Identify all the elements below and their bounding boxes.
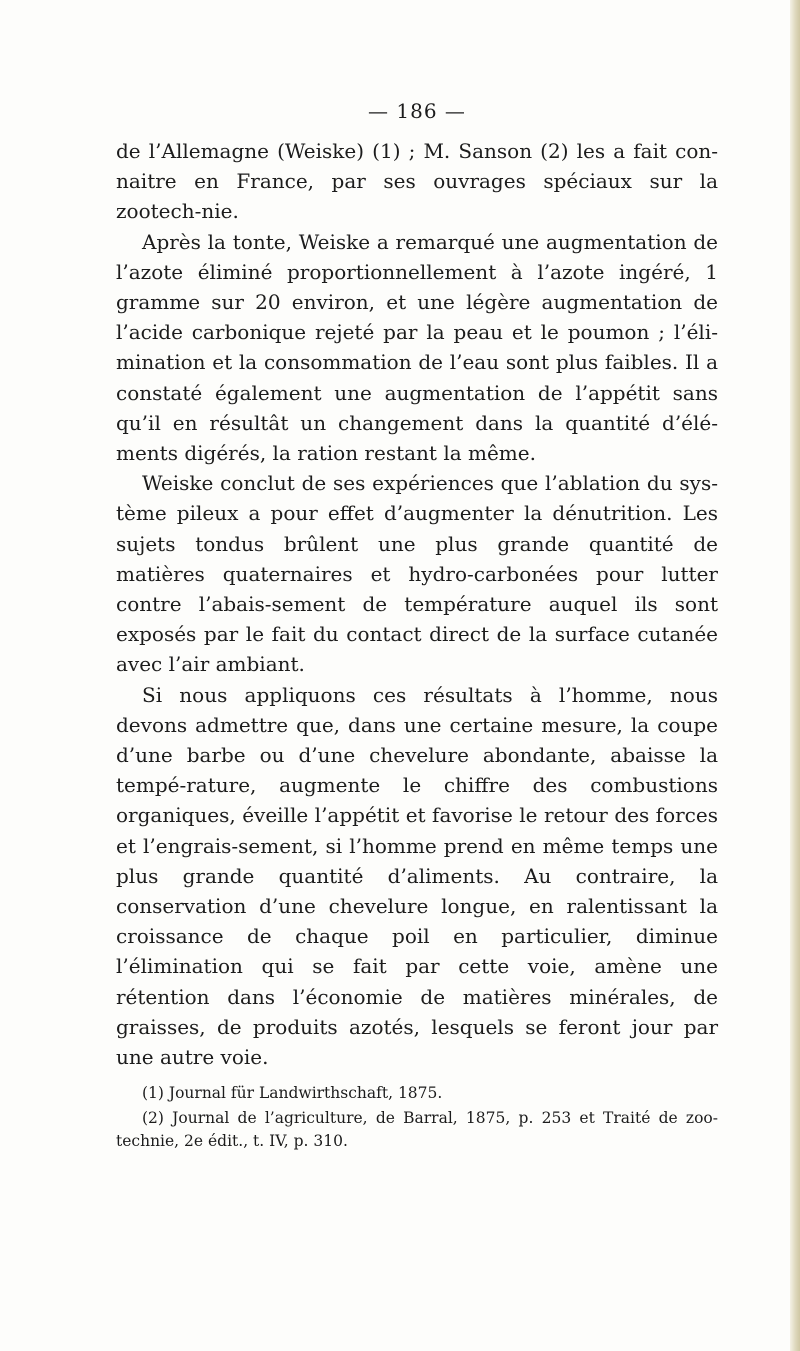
footnote-2: (2) Journal de l’agriculture, de Barral, 1875, p. 253 et Traité de zoo-technie, 2e édit., t. IV, p. 310.	[116, 1109, 718, 1151]
footnote-1: (1) Journal für Landwirthschaft, 1875.	[142, 1084, 443, 1103]
paragraph-4: Si nous appliquons ces résultats à l’homme, nous devons admettre que, dans une certaine mesure, la coupe d’une barbe ou d’une chevelure abondante, abaisse la tempé-rature, augmente le chiffre des combustions organiques, éveille l’appétit et favorise le retour des forces et l’engrais-sement, si l’homme prend en même temps une plus grande quantité d’aliments. Au contraire, la conservation d’une chevelure longue, en ralentissant la croissance de chaque poil en particulier, diminue l’élimination qui se fait par cette voie, amène une rétention dans l’économie de matières minérales, de graisses, de produits azotés, lesquels se feront jour par une autre voie.	[116, 682, 718, 1070]
footnotes	[116, 1082, 718, 1153]
paragraph-1: de l’Allemagne (Weiske) (1) ; M. Sanson (2) les a fait con-naitre en France, par ses ouvrages spéciaux sur la zootech-nie.	[116, 139, 718, 224]
paragraph-2: Après la tonte, Weiske a remarqué une augmentation de l’azote éliminé proportionnellement à l’azote ingéré, 1 gramme sur 20 environ, et une légère augmentation de l’acide carbonique rejeté par la peau et le poumon ; l’éli-mination et la consommation de l’eau sont plus faibles. Il a constaté également une augmentation de l’appétit sans qu’il en résultât un changement dans la quantité d’élé-ments digérés, la ration restant la même.	[116, 229, 718, 466]
paragraph-3: Weiske conclut de ses expériences que l’ablation du sys-tème pileux a pour effet d’augmenter la dénutrition. Les sujets tondus brûlent une plus grande quantité de matières quaternaires et hydro-carbonées pour lutter contre l’abais-sement de température auquel ils sont exposés par le fait du contact direct de la surface cutanée avec l’air ambiant.	[116, 471, 718, 677]
page-edge	[790, 0, 800, 1351]
page-number: — 186 —	[368, 99, 466, 123]
text-block	[116, 98, 718, 1153]
